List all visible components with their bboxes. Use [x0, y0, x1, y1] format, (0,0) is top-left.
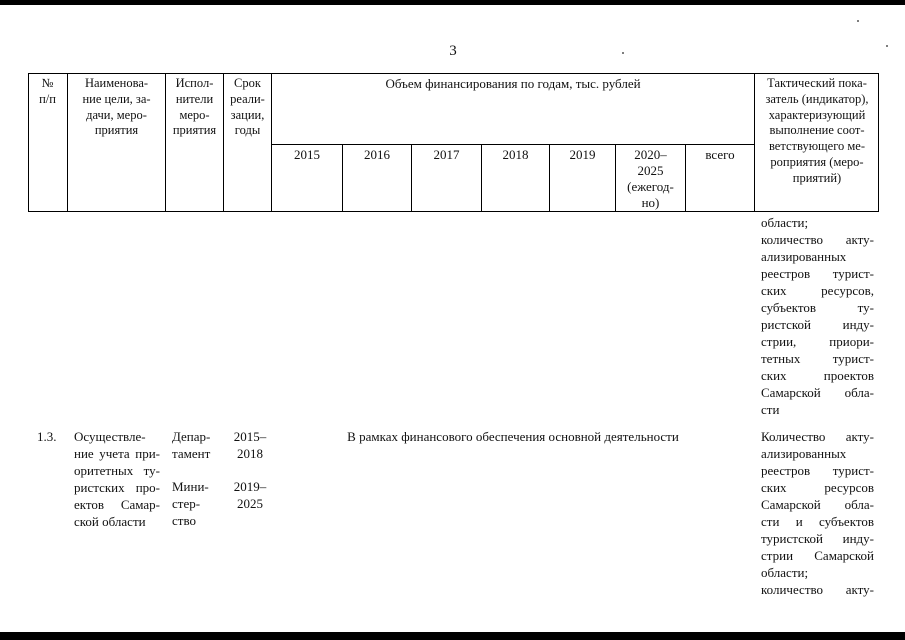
- scan-edge-top: [0, 0, 905, 5]
- scan-edge-bottom: [0, 632, 905, 640]
- row-term-2: 2019– 2025: [233, 479, 267, 511]
- header-number: № п/п: [39, 76, 56, 106]
- row-number: 1.3.: [37, 429, 57, 444]
- row-executor-ministry: Мини- стер- ство: [172, 479, 209, 528]
- header-year-2019: 2019: [569, 147, 596, 162]
- header-year-2018: 2018: [502, 147, 529, 162]
- subheader-divider: [271, 144, 755, 145]
- row-indicator: Количество акту- ализированных реестров турист- ских ресурсов Самарской обла- сти и субъектов туристской инду- стрии Самарской области; количество акту-: [761, 429, 874, 597]
- header-executors: Испол- нители меро- приятия: [172, 76, 217, 138]
- page-number: 3: [449, 43, 457, 59]
- header-term: Срок реали- зации, годы: [230, 76, 265, 138]
- header-indicator: Тактический пока- затель (индикатор), характеризующий выполнение соот- ветствующего ме- роприятия (меро- приятий): [765, 76, 869, 185]
- scan-speck: [886, 45, 888, 47]
- indicator-continuation: области; количество акту- ализированных реестров турист- ских ресурсов, субъектов ту- ристской инду- стрии, приори- тетных турист- ских проектов Самарской обла- сти: [761, 215, 874, 417]
- row-name: Осуществле- ние учета при- оритетных ту- ристских про- ектов Самар- ской области: [74, 429, 160, 529]
- header-year-2015: 2015: [294, 147, 320, 162]
- scan-speck: [857, 20, 859, 22]
- col-divider: [271, 73, 272, 211]
- header-year-2017: 2017: [433, 147, 460, 162]
- header-name: Наименова- ние цели, за- дачи, меро- приятия: [82, 76, 151, 138]
- scan-speck: [622, 52, 624, 54]
- row-financing-note: В рамках финансового обеспечения основной деятельности: [347, 429, 679, 444]
- header-financing: Объем финансирования по годам, тыс. рублей: [385, 76, 641, 91]
- header-total: всего: [705, 147, 735, 162]
- header-year-2020-2025: 2020– 2025 (ежегод- но): [627, 147, 674, 210]
- row-term-1: 2015– 2018: [233, 429, 267, 461]
- row-executor-department: Депар- тамент: [172, 429, 211, 461]
- header-year-2016: 2016: [364, 147, 390, 162]
